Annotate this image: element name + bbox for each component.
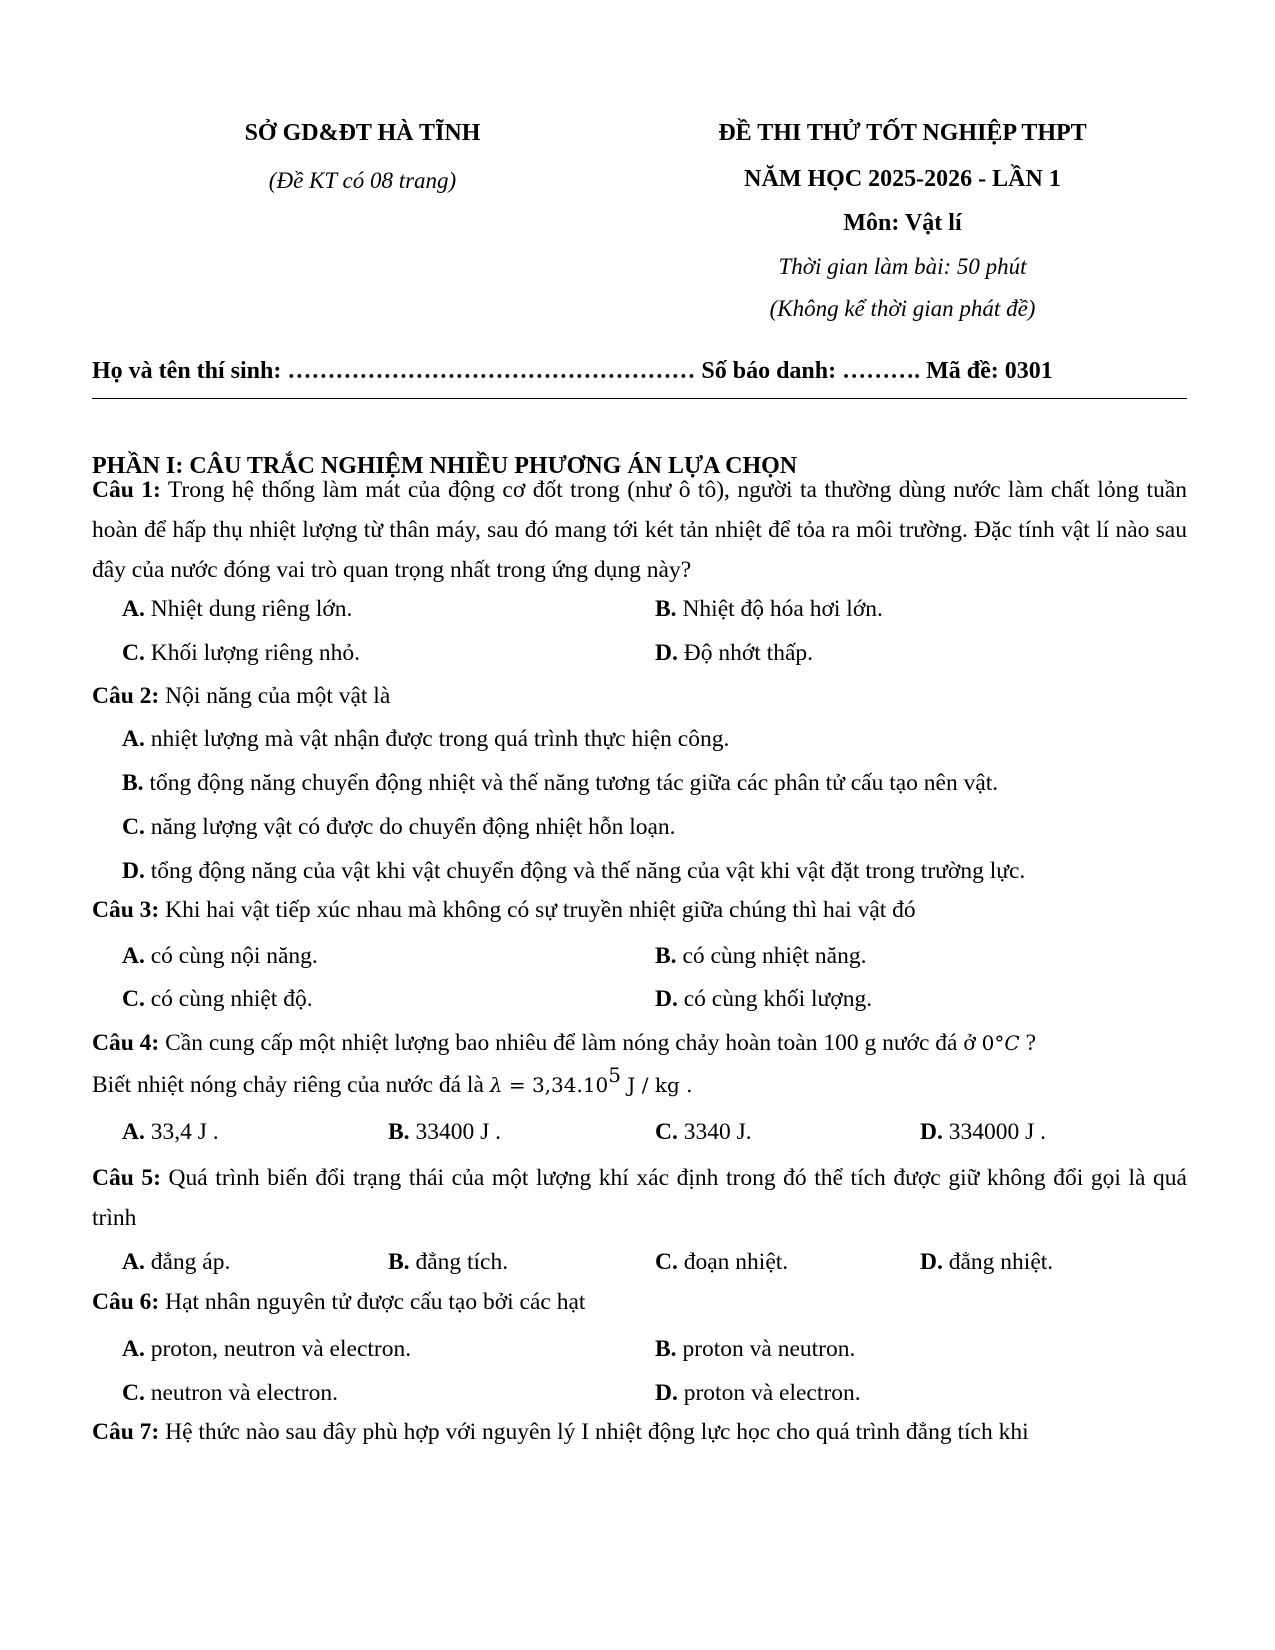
- option-5d: D. đẳng nhiệt.: [920, 1249, 1054, 1275]
- option-4a: A. 33,4 J .: [122, 1119, 219, 1145]
- option-4c: C. 3340 J.: [655, 1119, 752, 1145]
- duration: Thời gian làm bài: 50 phút: [778, 254, 1027, 279]
- question-text: Nội năng của một vật là: [159, 683, 391, 709]
- option-1d: D. Độ nhớt thấp.: [655, 640, 813, 666]
- option-5c: C. đoạn nhiệt.: [655, 1249, 789, 1275]
- question-label: Câu 2:: [92, 683, 160, 709]
- option-2d: D. tổng động năng của vật khi vật chuyển động và thế năng của vật khi vật đặt trong trường lực.: [122, 858, 1026, 884]
- question-text: Hệ thức nào sau đây phù hợp với nguyên lý I nhiệt động lực học cho quá trình đẳng tích khi: [159, 1419, 1029, 1445]
- question-text: Quá trình biến đổi trạng thái của một lượng khí xác định trong đó thể tích được giữ không đổi gọi là quá trình: [92, 1165, 1187, 1231]
- option-1b: B. Nhiệt độ hóa hơi lớn.: [655, 596, 883, 622]
- duration-note: (Không kể thời gian phát đề): [769, 296, 1036, 321]
- question-3: [92, 890, 1187, 930]
- part-title: PHẦN I: CÂU TRẮC NGHIỆM NHIỀU PHƯƠNG ÁN LỰA CHỌN: [92, 453, 798, 479]
- question-2: [92, 676, 1187, 716]
- question-text: Khi hai vật tiếp xúc nhau mà không có sự truyền nhiệt giữa chúng thì hai vật đó: [159, 897, 916, 923]
- option-3d: D. có cùng khối lượng.: [655, 986, 873, 1012]
- question-5: [92, 1158, 1187, 1238]
- option-6a: A. proton, neutron và electron.: [122, 1336, 412, 1362]
- question-4-line-2: Biết nhiệt nóng chảy riêng của nước đá là $\lambda = 3,34.10^5$ J / kg .: [92, 1063, 693, 1098]
- question-7: [92, 1412, 1187, 1452]
- option-2a: A. nhiệt lượng mà vật nhận được trong quá trình thực hiện công.: [122, 726, 730, 752]
- question-text: Trong hệ thống làm mát của động cơ đốt trong (như ô tô), người ta thường dùng nước làm chất lỏng tuần hoàn để hấp thụ nhiệt lượng từ thân máy, sau đó mang tới két tản nhiệt để tỏa ra môi trường. Đặc tính vật lí nào sau đây của nước đóng vai trò quan trọng nhất trong ứng dụng này?: [92, 477, 1187, 583]
- exam-code: Mã đề: 0301: [926, 358, 1053, 384]
- question-label: Câu 6:: [92, 1289, 160, 1315]
- option-2c: C. năng lượng vật có được do chuyển động nhiệt hỗn loạn.: [122, 814, 676, 840]
- option-3b: B. có cùng nhiệt năng.: [655, 943, 867, 969]
- option-6d: D. proton và electron.: [655, 1380, 861, 1406]
- candidate-info-line: [92, 358, 1053, 385]
- temperature-value: 0°: [981, 1031, 1005, 1055]
- question-label: Câu 1:: [92, 477, 161, 503]
- school-year: NĂM HỌC 2025-2026 - LẦN 1: [744, 166, 1061, 192]
- question-label: Câu 4:: [92, 1030, 160, 1056]
- question-label: Câu 7:: [92, 1419, 160, 1445]
- question-6: [92, 1282, 1187, 1322]
- exam-title: ĐỀ THI THỬ TỐT NGHIỆP THPT: [718, 120, 1087, 146]
- header-divider: [92, 398, 1187, 399]
- question-4: Câu 4: Cần cung cấp một nhiệt lượng bao nhiêu để làm nóng chảy hoàn toàn 100 g nước đá ở 0°C ?: [92, 1030, 1037, 1056]
- option-2b: B. tổng động năng chuyển động nhiệt và thế năng tương tác giữa các phân tử cấu tạo nên vật.: [122, 770, 999, 796]
- question-label: Câu 3:: [92, 897, 160, 923]
- candidate-id-label: Số báo danh: ……….: [701, 358, 921, 384]
- question-label: Câu 5:: [92, 1165, 161, 1191]
- option-5a: A. đẳng áp.: [122, 1249, 231, 1275]
- option-1a: A. Nhiệt dung riêng lớn.: [122, 596, 353, 622]
- lambda-symbol: λ: [489, 1073, 503, 1097]
- page-count-note: (Đề KT có 08 trang): [268, 168, 457, 193]
- question-text: Hạt nhân nguyên tử được cấu tạo bởi các hạt: [159, 1289, 586, 1315]
- department-name: SỞ GD&ĐT HÀ TĨNH: [244, 120, 481, 146]
- subject: Môn: Vật lí: [843, 210, 962, 236]
- option-3a: A. có cùng nội năng.: [122, 943, 318, 969]
- candidate-name-label: Họ và tên thí sinh: ……………………………………………: [92, 358, 696, 384]
- option-4b: B. 33400 J .: [388, 1119, 501, 1145]
- option-6b: B. proton và neutron.: [655, 1336, 856, 1362]
- option-3c: C. có cùng nhiệt độ.: [122, 986, 313, 1012]
- question-1: [92, 470, 1187, 590]
- option-1c: C. Khối lượng riêng nhỏ.: [122, 640, 360, 666]
- option-5b: B. đẳng tích.: [388, 1249, 509, 1275]
- option-4d: D. 334000 J .: [920, 1119, 1047, 1145]
- option-6c: C. neutron và electron.: [122, 1380, 338, 1406]
